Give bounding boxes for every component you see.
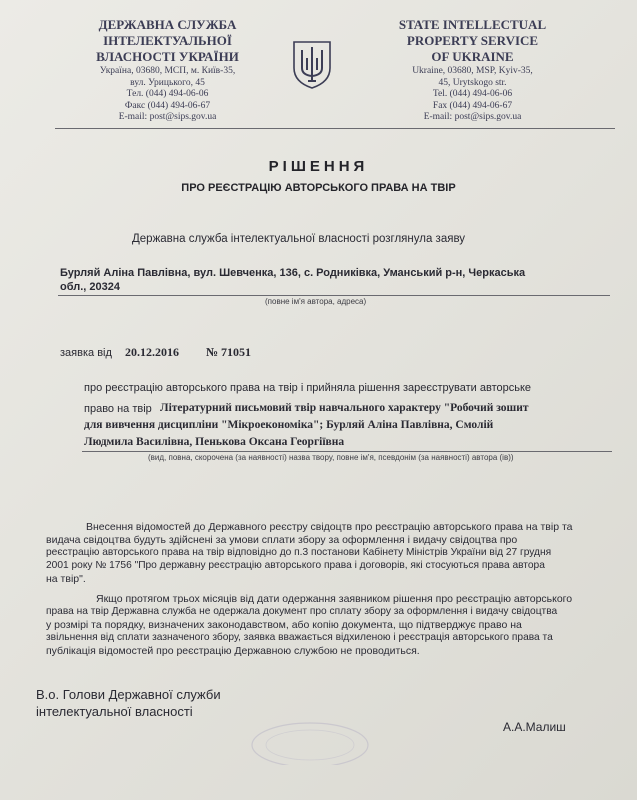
document-title: РІШЕННЯ [268,158,369,175]
header-right-address-2: 45, Urytskogo str. [438,77,507,88]
applicant-line-2: обл., 20324 [60,281,120,293]
decision-line: про реєстрацію авторського права на твір і прийняла рішення зареєструвати авторське [84,382,532,394]
header-right [355,18,590,124]
application-number: № 71051 [206,345,252,359]
header-right-title-1: STATE INTELLECTUAL [398,17,547,32]
trident-emblem-icon [288,38,336,90]
header-right-address-1: Ukraine, 03680, MSP, Kyiv-35, [412,66,533,76]
work-prefix: право на твір [84,403,152,415]
applicant-underline [58,295,610,296]
header-left-title-3: ВЛАСНОСТІ УКРАЇНИ [96,49,239,64]
applicant-line-1: Бурляй Аліна Павлівна, вул. Шевченка, 136, с. Родниківка, Уманський р-н, Черкаська [60,267,526,279]
header-right-title-3: OF UKRAINE [431,49,514,64]
signatory-name: А.А.Малиш [503,720,566,734]
header-divider [55,128,615,129]
header-left-fax: Факс (044) 494-06-67 [124,100,211,111]
application-label: заявка від [60,347,112,359]
signatory-title-2: інтелектуальної власності [36,704,193,719]
work-line-1: Літературний письмовий твір навчального характеру "Робочий зошит [160,402,529,414]
para1-line-4: 2001 року № 1756 "Про державну реєстрацію авторського права і договорів, які стосуються права автора [46,560,545,571]
para1-line-5: на твір". [46,573,86,585]
header-left [60,18,275,124]
para2-line-5: публікація відомостей про реєстрацію Державною службою не проводиться. [46,645,420,657]
document-subtitle: ПРО РЕЄСТРАЦІЮ АВТОРСЬКОГО ПРАВА НА ТВІР [181,182,456,194]
para1-line-3: реєстрацію авторського права на твір відповідно до п.3 постанови Кабінету Міністрів України від 27 грудня [46,547,552,558]
header-left-phone: Тел. (044) 494-06-06 [126,89,209,99]
signatory-title-1: В.о. Голови Державної служби [36,687,221,702]
intro-text: Державна служба інтелектуальної власності розглянула заяву [132,233,466,245]
header-right-phone: Tel. (044) 494-06-06 [432,89,513,99]
para2-line-2: права на твір Державна служба не одержала документ про сплату збору за оформлення і видачу свідоцтва [46,606,558,617]
header-right-title-2: PROPERTY SERVICE [406,33,539,48]
header-right-email: E-mail: post@sips.gov.ua [423,112,522,122]
para1-line-1: Внесення відомостей до Державного реєстру свідоцтв про реєстрацію авторського права на твір та [86,521,573,533]
header-right-fax: Fax (044) 494-06-67 [432,100,513,111]
work-line-2: для вивчення дисципліни "Мікроекономіка"; Бурляй Аліна Павлівна, Смолій [84,419,494,431]
header-left-address-1: Україна, 03680, МСП, м. Київ-35, [99,66,236,76]
header-left-address-2: вул. Урицького, 45 [130,77,205,88]
para2-line-3: у розмірі та порядку, визначених законодавством, або копію документа, що підтверджує право на [46,619,522,631]
work-line-3: Людмила Василівна, Пенькова Оксана Георгіївна [84,436,345,448]
header-left-title-2: ІНТЕЛЕКТУАЛЬНОЇ [103,33,232,48]
header-left-email: E-mail: post@sips.gov.ua [118,112,217,122]
application-date: 20.12.2016 [125,345,179,359]
work-underline [82,451,612,452]
header-left-title-1: ДЕРЖАВНА СЛУЖБА [98,17,237,32]
applicant-caption: (повне ім'я автора, адреса) [265,297,367,306]
faint-stamp [245,705,375,765]
para2-line-4: звільнення від сплати зазначеного збору, заявка вважається відхиленою і реєстрація авторського права та [46,632,553,643]
para2-line-1: Якщо протягом трьох місяців від дати одержання заявником рішення про реєстрацію авторського [96,593,573,605]
work-caption: (вид, повна, скорочена (за наявності) назва твору, повне ім'я, псевдонім (за наявності) автора (ів)) [148,453,514,462]
para1-line-2: видача свідоцтва будуть здійснені за умови сплати збору за оформлення і видачу свідоцтва про [46,534,518,546]
